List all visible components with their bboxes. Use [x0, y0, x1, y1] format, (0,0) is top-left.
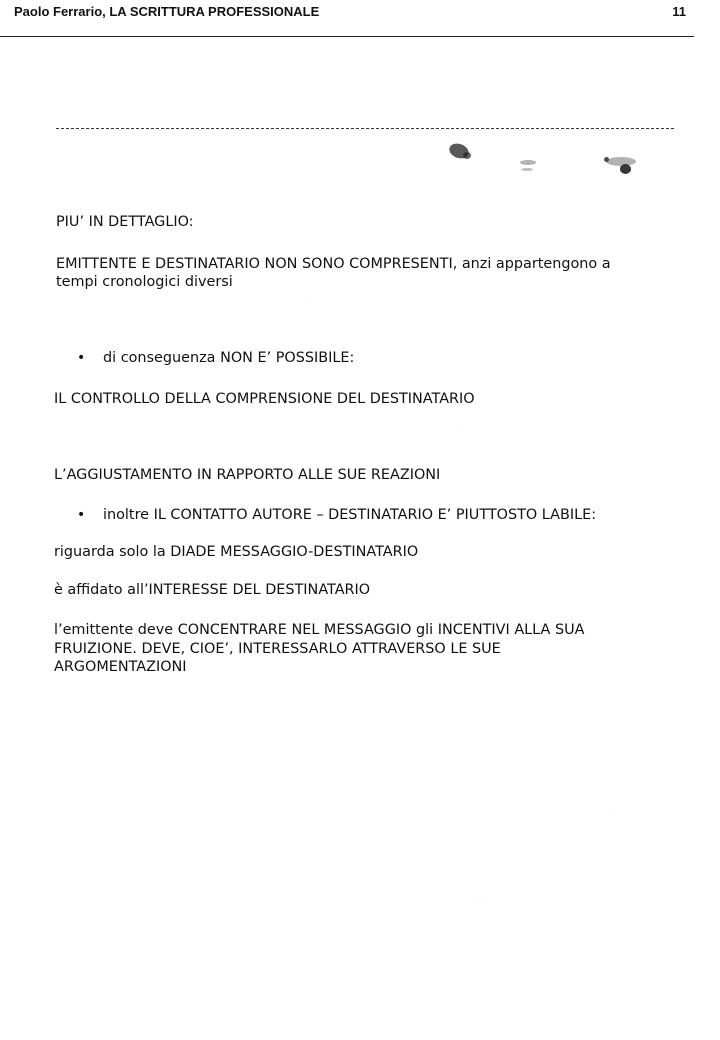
- bullet-dot: •: [77, 507, 86, 523]
- page-number: 11: [672, 4, 686, 19]
- adjustment-line: L’AGGIUSTAMENTO IN RAPPORTO ALLE SUE REAZIONI: [54, 467, 441, 483]
- final-paragraph-line-3: ARGOMENTAZIONI: [54, 659, 187, 675]
- scan-smudge: [521, 168, 533, 171]
- bullet-item-contact: inoltre IL CONTATTO AUTORE – DESTINATARIO E’ PIUTTOSTO LABILE:: [103, 507, 597, 523]
- scan-smudge: [604, 157, 609, 162]
- bullet-item-consequence: di conseguenza NON E’ POSSIBILE:: [103, 350, 355, 366]
- document-title: Paolo Ferrario, LA SCRITTURA PROFESSIONALE: [14, 4, 320, 19]
- intro-emphasis: EMITTENTE E DESTINATARIO NON SONO COMPRESENTI,: [56, 256, 458, 272]
- dashed-separator: [56, 128, 674, 129]
- dyad-line: riguarda solo la DIADE MESSAGGIO-DESTINATARIO: [54, 544, 419, 560]
- page-header: [0, 0, 720, 40]
- bullet-dot: •: [77, 350, 86, 366]
- intro-line-2: tempi cronologici diversi: [56, 274, 233, 290]
- scan-smudge: [620, 164, 631, 174]
- interest-line: è affidato all’INTERESSE DEL DESTINATARIO: [54, 582, 371, 598]
- intro-line-1: [56, 255, 611, 274]
- intro-continuation: anzi appartengono a: [457, 256, 611, 272]
- final-paragraph-line-2: FRUIZIONE. DEVE, CIOE’, INTERESSARLO ATTRAVERSO LE SUE: [54, 641, 501, 657]
- comprehension-control-line: IL CONTROLLO DELLA COMPRENSIONE DEL DESTINATARIO: [54, 391, 475, 407]
- final-paragraph-line-1: l’emittente deve CONCENTRARE NEL MESSAGGIO gli INCENTIVI ALLA SUA: [54, 622, 585, 638]
- scan-smudge: [463, 152, 471, 159]
- scan-smudge: [520, 160, 536, 165]
- section-heading: PIU’ IN DETTAGLIO:: [56, 214, 194, 230]
- header-divider: [0, 36, 694, 37]
